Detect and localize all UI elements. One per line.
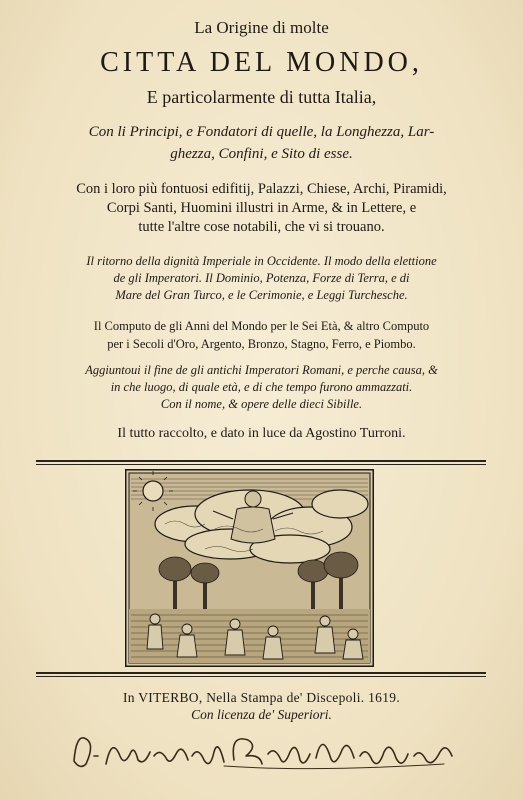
rule-bottom-thin [36, 676, 486, 677]
rule-top-thin [36, 464, 486, 465]
aggiunto-line-1: Aggiuntoui il fine de gli antichi Imperatori Romani, e perche causa, & [85, 363, 438, 377]
rule-top [36, 460, 486, 462]
contents-line-2: Corpi Santi, Huomini illustri in Arme, & in Lettere, e [106, 200, 417, 216]
aggiunto-line-2: in che luogo, di quale età, e di che tempo furono ammazzati. [110, 380, 413, 394]
handwritten-signature [64, 726, 464, 776]
imprint-line-1: In VITERBO, Nella Stampa de' Discepoli. 1619. [122, 690, 400, 705]
title-line-3: E particolarmente di tutta Italia, [146, 87, 377, 107]
contents-line-1: Con i loro più fontuosi edifitij, Palazzi, Chiese, Archi, Piramidi, [76, 181, 447, 197]
ritorno-line-1: Il ritorno della dignità Imperiale in Occidente. Il modo della elettione [86, 254, 437, 268]
woodcut-illustration [125, 469, 374, 667]
computo-line-2: per i Secoli d'Oro, Argento, Bronzo, Stagno, Ferro, e Piombo. [107, 337, 416, 351]
title-line-1: La Origine di molte [194, 18, 329, 37]
author-line: Il tutto raccolto, e dato in luce da Agostino Turroni. [117, 426, 406, 441]
contents-line-3: tutte l'altre cose notabili, che vi si trouano. [138, 219, 385, 235]
computo-line-1: Il Computo de gli Anni del Mondo per le Sei Età, & altro Computo [93, 319, 430, 333]
ritorno-line-3: Mare del Gran Turco, e le Cerimonie, e Leggi Turchesche. [115, 288, 408, 302]
subtitle-line-2: ghezza, Confini, e Sito di esse. [170, 146, 353, 162]
subtitle-line-1: Con li Principi, e Fondatori di quelle, la Longhezza, Lar- [88, 124, 435, 140]
imprint-line-2: Con licenza de' Superiori. [191, 707, 332, 722]
aggiunto-line-3: Con il nome, & opere delle dieci Sibille. [160, 397, 363, 411]
ritorno-line-2: de gli Imperatori. Il Dominio, Potenza, Forze di Terra, e di [113, 271, 410, 285]
title-main: CITTA DEL MONDO, [100, 47, 423, 78]
rule-bottom [36, 672, 486, 674]
